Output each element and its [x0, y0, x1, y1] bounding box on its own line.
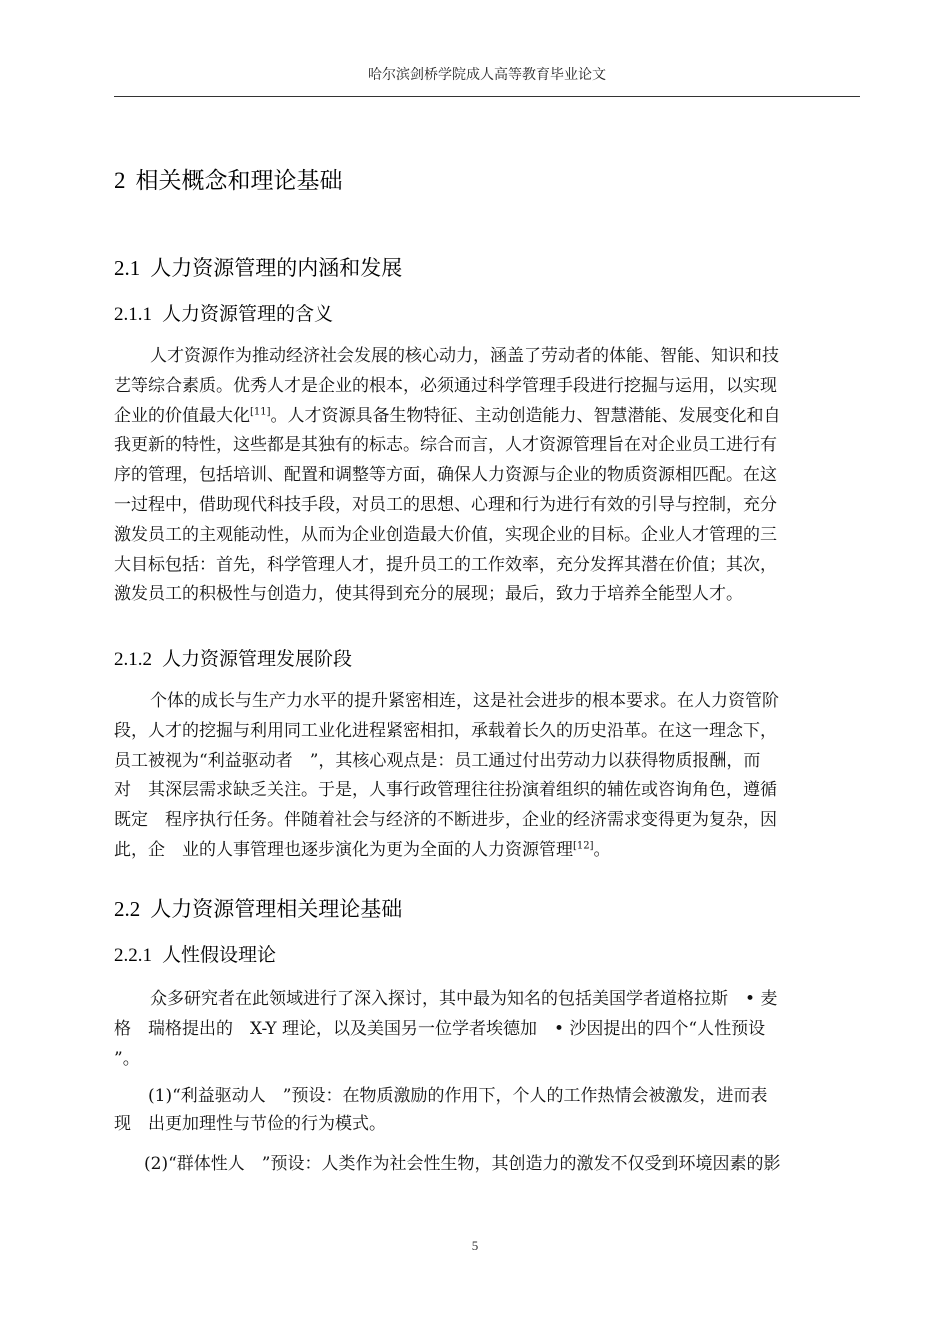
section-number: 2.2: [114, 897, 141, 921]
section-heading-2-1: [114, 252, 402, 282]
text-line: 格 瑞格提出的 X-Y 理论，以及美国另一位学者埃德加 • 沙因提出的四个“人性预设: [114, 1018, 766, 1039]
chapter-number: 2: [114, 168, 126, 193]
section-number: 2.1: [114, 256, 141, 280]
text-line: (1)“利益驱动人 ”预设：在物质激励的作用下，个人的工作热情会被激发，进而表: [148, 1086, 768, 1106]
text-line: 对 其深层需求缺乏关注。于是，人事行政管理往往扮演着组织的辅佐或咨询角色，遵循: [114, 780, 777, 801]
subsection-title: 人性假设理论: [162, 944, 277, 966]
text-line: 段，人才的挖掘与利用同工业化进程紧密相扣，承载着长久的历史沿革。在这一理念下，: [114, 720, 777, 741]
subsection-number: 2.1.1: [114, 304, 152, 325]
text-line: 一过程中，借助现代科技手段，对员工的思想、心理和行为进行有效的引导与控制，充分: [114, 494, 777, 515]
text-line: 大目标包括：首先，科学管理人才，提升员工的工作效率，充分发挥其潜在价值；其次，: [114, 554, 777, 575]
chapter-title: 相关概念和理论基础: [135, 168, 343, 194]
paragraph-human-nature: [114, 985, 860, 1074]
paragraph-hr-meaning: [114, 342, 860, 610]
text-line: [114, 402, 860, 432]
list-item-economic-man: [114, 1082, 860, 1138]
subsection-number: 2.1.2: [114, 649, 152, 670]
citation-marker: [12]: [573, 840, 594, 852]
text-line: 艺等综合素质。优秀人才是企业的根本，必须通过科学管理手段进行挖掘与运用，以实现: [114, 375, 777, 396]
subsection-title: 人力资源管理发展阶段: [162, 648, 353, 670]
text-segment: 企业的价值最大化: [114, 405, 250, 426]
subsection-number: 2.2.1: [114, 945, 152, 966]
text-line: 人才资源作为推动经济社会发展的核心动力，涵盖了劳动者的体能、智能、知识和技: [150, 346, 779, 366]
subsection-heading-2-2-1: [114, 940, 276, 967]
subsection-heading-2-1-2: [114, 644, 352, 671]
citation-marker: [11]: [250, 405, 271, 417]
subsection-heading-2-1-1: [114, 299, 333, 326]
text-line: [114, 836, 860, 866]
text-line: 激发员工的积极性与创造力，使其得到充分的展现；最后，致力于培养全能型人才。: [114, 584, 743, 605]
section-title: 人力资源管理的内涵和发展: [150, 256, 403, 280]
text-segment: 。: [593, 839, 611, 860]
subsection-title: 人力资源管理的含义: [162, 303, 334, 325]
text-segment: 。人才资源具备生物特征、主动创造能力、智慧潜能、发展变化和自: [270, 405, 781, 426]
text-line: 我更新的特性，这些都是其独有的标志。综合而言，人才资源管理旨在对企业员工进行有: [114, 435, 777, 456]
page-header: 哈尔滨剑桥学院成人高等教育毕业论文: [368, 67, 606, 83]
section-title: 人力资源管理相关理论基础: [150, 897, 403, 921]
text-line: 序的管理，包括培训、配置和调整等方面，确保人力资源与企业的物质资源相匹配。在这: [114, 465, 777, 486]
header-divider: [114, 96, 860, 97]
text-line: 个体的成长与生产力水平的提升紧密相连，这是社会进步的根本要求。在人力资管阶: [150, 691, 779, 711]
text-line: ”。: [114, 1048, 140, 1069]
text-line: 激发员工的主观能动性，从而为企业创造最大价值，实现企业的目标。企业人才管理的三: [114, 524, 777, 545]
text-segment: 此，企 业的人事管理也逐步演化为更为全面的人力资源管理: [114, 839, 573, 860]
paragraph-hr-stages: [114, 687, 860, 866]
text-line: 现 出更加理性与节俭的行为模式。: [114, 1114, 386, 1134]
text-line: (2)“群体性人 ”预设：人类作为社会性生物，其创造力的激发不仅受到环境因素的影: [144, 1154, 781, 1174]
chapter-heading: [114, 162, 343, 195]
text-line: 员工被视为“利益驱动者 ”，其核心观点是：员工通过付出劳动力以获得物质报酬，而: [114, 750, 761, 771]
text-line: 既定 程序执行任务。伴随着社会与经济的不断进步，企业的经济需求变得更为复杂，因: [114, 810, 777, 831]
page-number: 5: [471, 1238, 479, 1253]
list-item-social-man: [114, 1150, 860, 1180]
section-heading-2-2: [114, 893, 402, 923]
text-line: 众多研究者在此领域进行了深入探讨，其中最为知名的包括美国学者道格拉斯 • 麦: [150, 989, 778, 1009]
